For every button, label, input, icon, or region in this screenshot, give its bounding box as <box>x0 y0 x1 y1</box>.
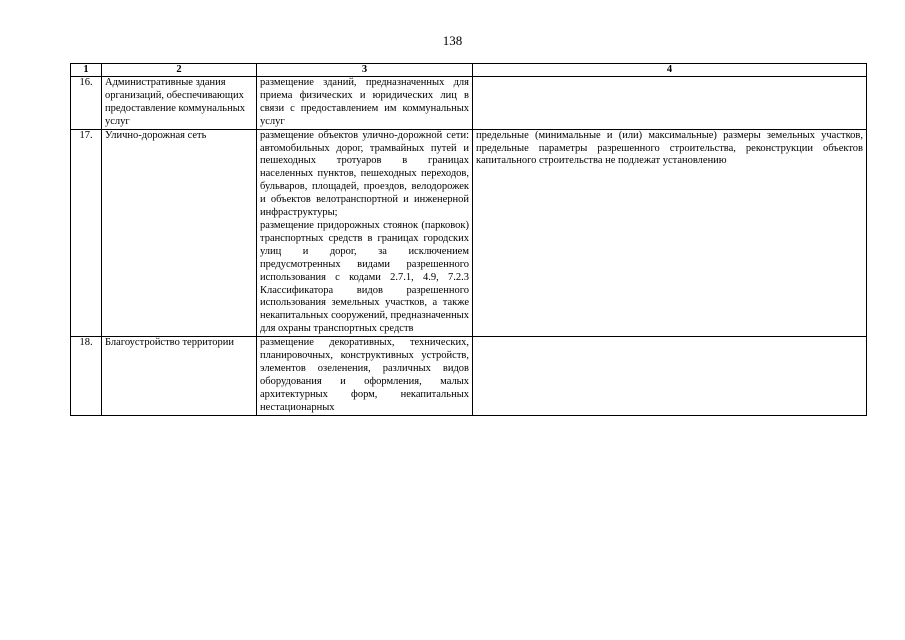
land-use-name: Улично-дорожная сеть <box>102 129 257 337</box>
column-header-parameters: 4 <box>473 64 867 77</box>
land-use-description-continued: размещение придорожных стоянок (парковок) транспортных средств в границах городских улиц и дорог, за исключением предусмотренных видами разрешенного использования с кодами 2.7.1, 4.9, 7.2.3 Классификатора видов разрешенного использования земельных участков, а также некапитальных сооружений, предназначенных для охраны транспортных средств <box>260 219 469 335</box>
row-number: 17. <box>71 129 102 337</box>
row-number: 16. <box>71 77 102 130</box>
land-use-name: Административные здания организаций, обеспечивающих предоставление коммунальных услуг <box>102 77 257 130</box>
land-use-parameters <box>473 77 867 130</box>
row-number: 18. <box>71 337 102 415</box>
table-row <box>71 77 867 130</box>
column-header-number: 1 <box>71 64 102 77</box>
table-header-row <box>71 64 867 77</box>
table-row <box>71 337 867 415</box>
land-use-parameters <box>473 337 867 415</box>
land-use-description-cell <box>257 129 473 337</box>
column-header-name: 2 <box>102 64 257 77</box>
column-header-description: 3 <box>257 64 473 77</box>
page-number: 138 <box>442 33 463 48</box>
table-row <box>71 129 867 337</box>
land-use-description: размещение объектов улично-дорожной сети: автомобильных дорог, трамвайных путей и пешеходных тротуаров в границах населенных пунктов, пешеходных переходов, бульваров, площадей, проездов, велодорожек и объектов велотранспортной и инженерной инфраструктуры; <box>260 129 469 219</box>
land-use-name: Благоустройство территории <box>102 337 257 415</box>
zoning-table <box>70 63 867 416</box>
land-use-description: размещение декоративных, технических, планировочных, конструктивных устройств, элементов озеленения, различных видов оборудования и оформления, малых архитектурных форм, некапитальных нестационарных <box>257 337 473 415</box>
land-use-description: размещение зданий, предназначенных для приема физических и юридических лиц в связи с предоставлением им коммунальных услуг <box>257 77 473 130</box>
land-use-parameters: предельные (минимальные и (или) максимальные) размеры земельных участков, предельные параметры разрешенного строительства, реконструкции объектов капитального строительства не подлежат установлению <box>473 129 867 337</box>
